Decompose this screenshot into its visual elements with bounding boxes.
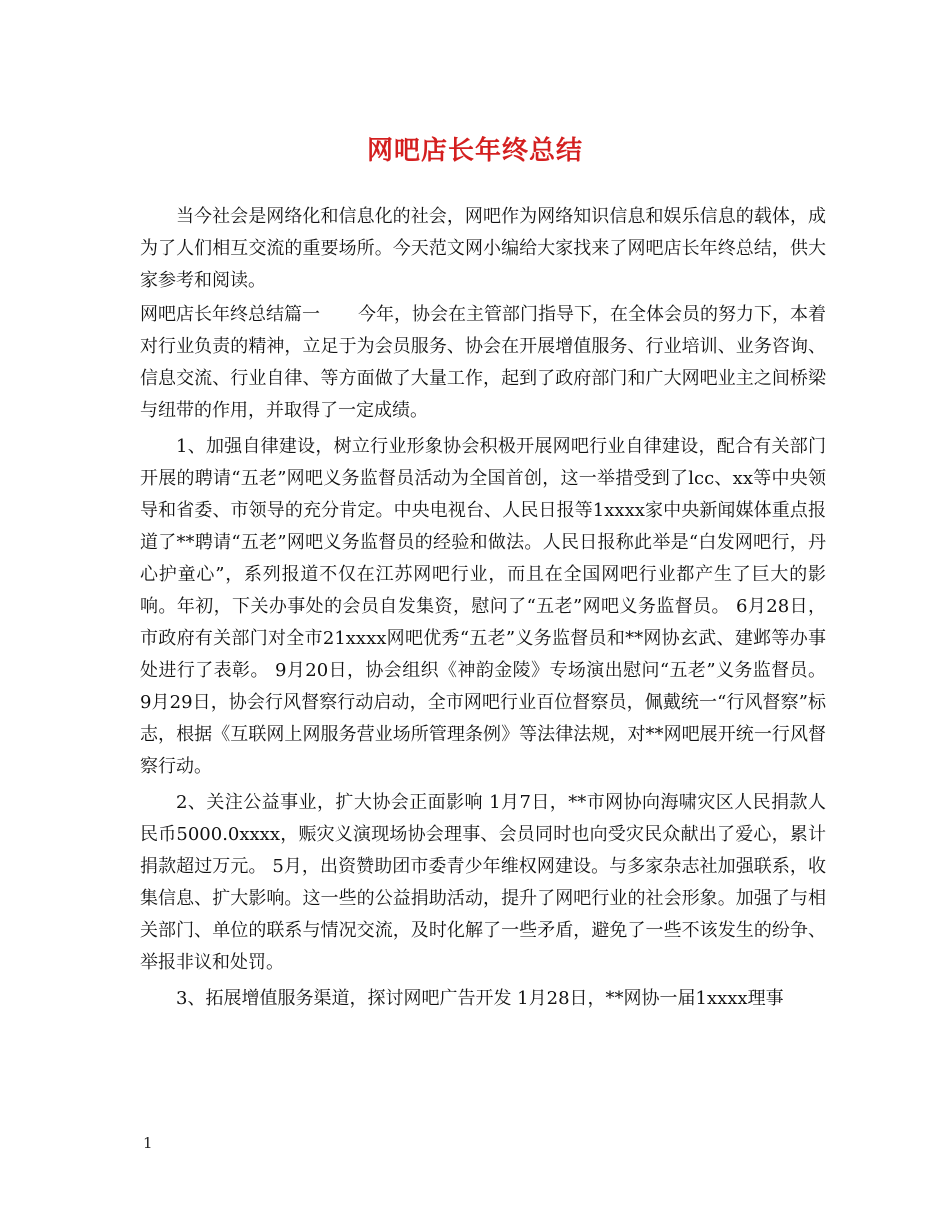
document-body: [140, 201, 826, 1015]
item-paragraph-2: 2、关注公益事业，扩大协会正面影响 1月7日，**市网协向海啸灾区人民捐款人民币5000.0xxxx，赈灾义演现场协会理事、会员同时也向受灾民众献出了爱心，累计捐款超过万元。 5月，出资赞助团市委青少年维权网建设。与多家杂志社加强联系，收集信息、扩大影响。这一些的公益捐助活动，提升了网吧行业的社会形象。加强了与相关部门、单位的联系与情况交流，及时化解了一些矛盾，避免了一些不该发生的纷争、举报非议和处罚。: [140, 792, 826, 973]
item-paragraph-3: 3、拓展增值服务渠道，探讨网吧广告开发 1月28日，**网协一届1xxxx理事: [176, 988, 784, 1009]
section-label: 网吧店长年终总结篇一: [140, 304, 320, 325]
page-number: 1: [143, 1134, 153, 1152]
intro-paragraph: 当今社会是网络化和信息化的社会，网吧作为网络知识信息和娱乐信息的载体，成为了人们相互交流的重要场所。今天范文网小编给大家找来了网吧店长年终总结，供大家参考和阅读。: [140, 206, 826, 291]
item-paragraph-1: 1、加强自律建设，树立行业形象协会积极开展网吧行业自律建设，配合有关部门开展的聘请“五老”网吧义务监督员活动为全国首创，这一举措受到了lcc、xx等中央领导和省委、市领导的充分肯定。中央电视台、人民日报等1xxxx家中央新闻媒体重点报道了**聘请“五老”网吧义务监督员的经验和做法。人民日报称此举是“白发网吧行，丹心护童心”，系列报道不仅在江苏网吧行业，而且在全国网吧行业都产生了巨大的影响。年初，下关办事处的会员自发集资，慰问了“五老”网吧义务监督员。 6月28日，市政府有关部门对全市21xxxx网吧优秀“五老”义务监督员和**网协玄武、建邺等办事处进行了表彰。 9月20日，协会组织《神韵金陵》专场演出慰问“五老”义务监督员。 9月29日，协会行风督察行动启动，全市网吧行业百位督察员，佩戴统一“行风督察”标志，根据《互联网上网服务营业场所管理条例》等法律法规，对**网吧展开统一行风督察行动。: [140, 436, 826, 777]
section-paragraph: [140, 299, 826, 427]
section-text: 今年，协会在主管部门指导下，在全体会员的努力下，本着对行业负责的精神，立足于为会员服务、协会在开展增值服务、行业培训、业务咨询、信息交流、行业自律、等方面做了大量工作，起到了政府部门和广大网吧业主之间桥梁与纽带的作用，并取得了一定成绩。: [140, 304, 826, 421]
document-title: 网吧店长年终总结: [366, 136, 583, 166]
